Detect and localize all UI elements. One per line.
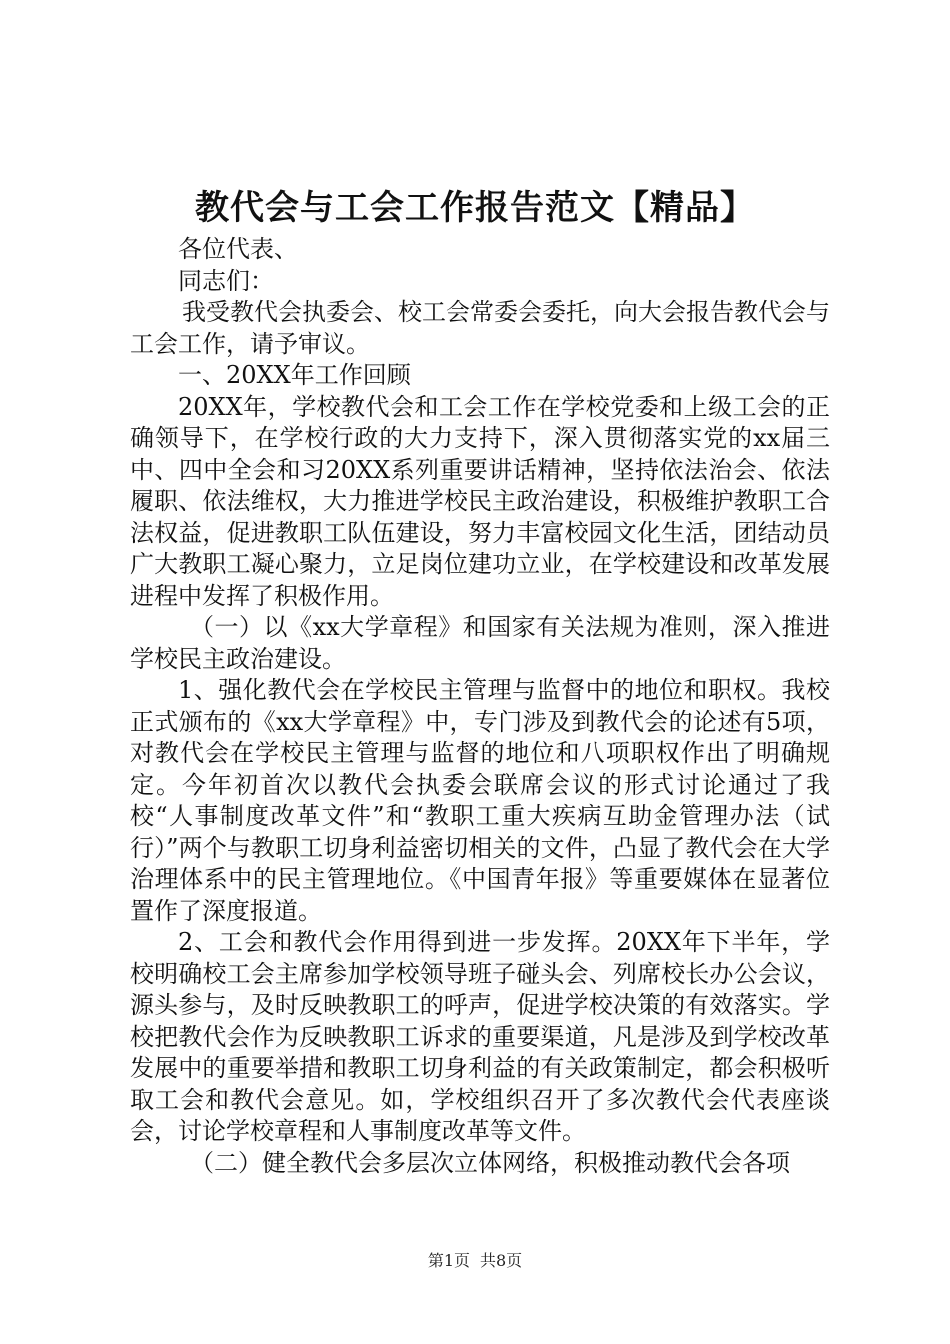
section-heading-1: 一、20XX年工作回顾 (178, 361, 411, 389)
page-number: 第1页 (427, 1251, 470, 1270)
salutation-line-2: 同志们： (178, 266, 274, 295)
document-body (130, 234, 830, 1179)
salutation-line-1: 各位代表、 (178, 235, 298, 263)
subsection-heading-1: （一）以《xx大学章程》和国家有关法规为准则，深入推进学校民主政治建设。 (130, 613, 830, 673)
paragraph-intro: 我受教代会执委会、校工会常委会委托，向大会报告教代会与工会工作，请予审议。 (130, 298, 830, 358)
subsection-heading-2: （二）健全教代会多层次立体网络，积极推动教代会各项 (190, 1148, 790, 1177)
page-total: 共8页 (480, 1251, 523, 1270)
document-title: 教代会与工会工作报告范文【精品】 (195, 188, 755, 228)
paragraph-review: 20XX年，学校教代会和工会工作在学校党委和上级工会的正确领导下，在学校行政的大力支持下，深入贯彻落实党的xx届三中、四中全会和习20XX系列重要讲话精神，坚持依法治会、依法履职、依法维权，大力推进学校民主政治建设，积极维护教职工合法权益，促进教职工队伍建设，努力丰富校园文化生活，团结动员广大教职工凝心聚力，立足岗位建功立业，在学校建设和改革发展进程中发挥了积极作用。 (130, 392, 830, 610)
paragraph-item-1: 1、强化教代会在学校民主管理与监督中的地位和职权。我校正式颁布的《xx大学章程》中，专门涉及到教代会的论述有5项，对教代会在学校民主管理与监督的地位和八项职权作出了明确规定。今年初首次以教代会执委会联席会议的形式讨论通过了我校“人事制度改革文件”和“教职工重大疾病互助金管理办法（试行）”两个与教职工切身利益密切相关的文件，凸显了教代会在大学治理体系中的民主管理地位。《中国青年报》等重要媒体在显著位置作了深度报道。 (130, 676, 830, 925)
page-footer (0, 1250, 950, 1272)
paragraph-item-2: 2、工会和教代会作用得到进一步发挥。20XX年下半年，学校明确校工会主席参加学校领导班子碰头会、列席校长办公会议，源头参与，及时反映教职工的呼声，促进学校决策的有效落实。学校把教代会作为反映教职工诉求的重要渠道，凡是涉及到学校改革发展中的重要举措和教职工切身利益的有关政策制定，都会积极听取工会和教代会意见。如，学校组织召开了多次教代会代表座谈会，讨论学校章程和人事制度改革等文件。 (130, 928, 830, 1145)
